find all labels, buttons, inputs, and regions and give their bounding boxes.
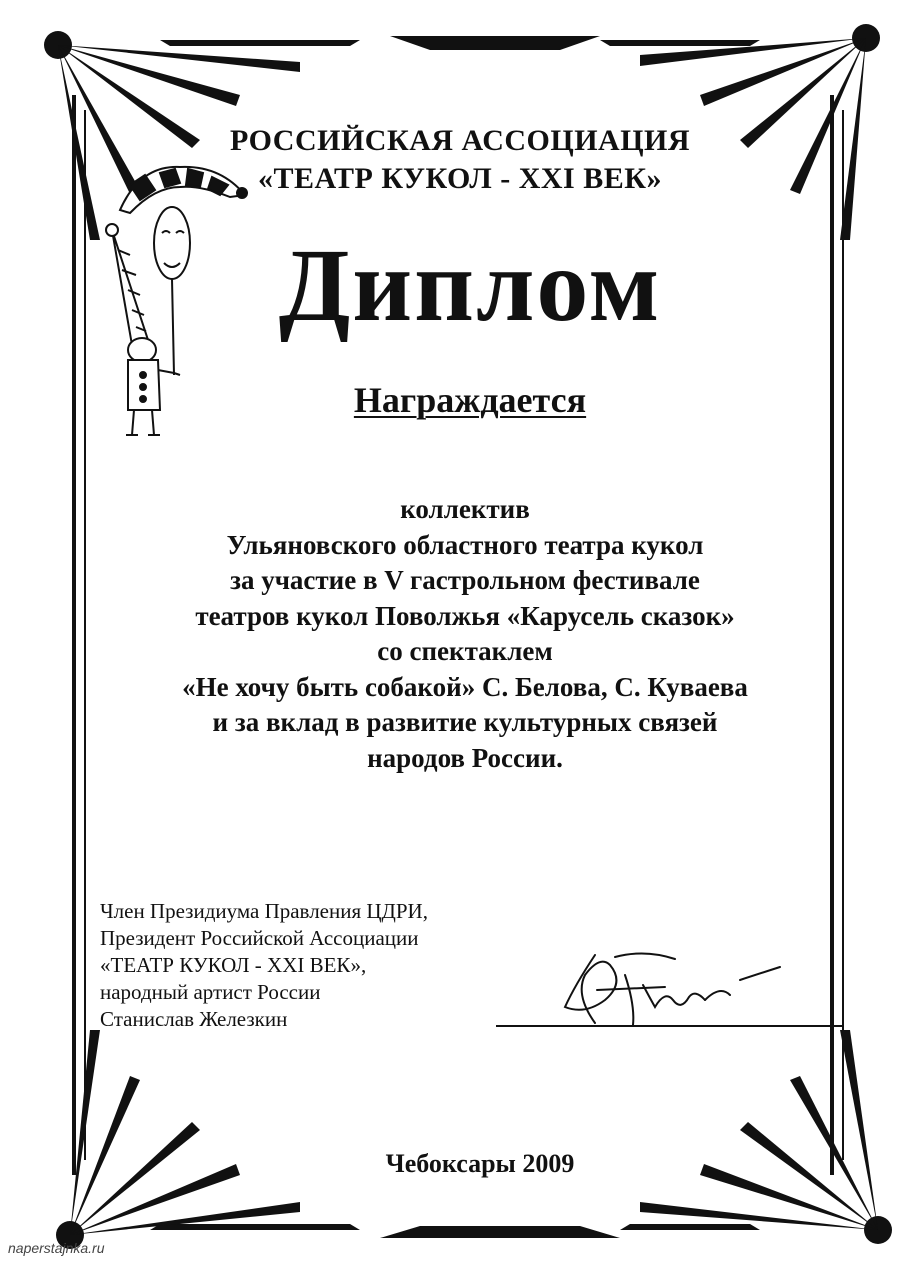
- organization-name: [150, 122, 770, 198]
- signer-line: Член Президиума Правления ЦДРИ,: [100, 899, 428, 923]
- award-text: [150, 492, 780, 776]
- signer-line: «ТЕАТР КУКОЛ - XXI ВЕК»,: [100, 953, 367, 977]
- award-line: со спектаклем: [377, 636, 553, 666]
- bottom-left-fan: [56, 1030, 300, 1249]
- signer-block: [100, 898, 520, 1033]
- bottom-right-fan: [640, 1030, 892, 1244]
- award-line: за участие в V гастрольном фестивале: [230, 565, 700, 595]
- award-line: Ульяновского областного театра кукол: [226, 529, 704, 560]
- diploma-title: Диплом: [278, 228, 662, 343]
- awarded-heading: [300, 378, 640, 422]
- signer-name: Станислав Железкин: [100, 1007, 288, 1031]
- signer-line: Президент Российской Ассоциации: [100, 926, 419, 950]
- org-line-1: РОССИЙСКАЯ АССОЦИАЦИЯ: [229, 124, 691, 157]
- signature-line: [496, 1025, 844, 1027]
- award-line: «Не хочу быть собакой» С. Белова, С. Куваева: [182, 671, 748, 702]
- award-line: коллектив: [400, 494, 530, 524]
- award-line: и за вклад в развитие культурных связей: [212, 707, 718, 737]
- award-line: народов России.: [367, 742, 563, 773]
- signer-line: народный артист России: [100, 980, 321, 1004]
- award-line: театров кукол Поволжья «Карусель сказок»: [195, 600, 735, 631]
- site-watermark[interactable]: naperstajnka.ru: [8, 1240, 105, 1256]
- awarded-label: Награждается: [353, 380, 587, 420]
- city-year: Чебоксары 2009: [385, 1149, 575, 1178]
- handwritten-signature: [555, 945, 795, 1035]
- org-line-2: «ТЕАТР КУКОЛ - XXI ВЕК»: [257, 162, 663, 195]
